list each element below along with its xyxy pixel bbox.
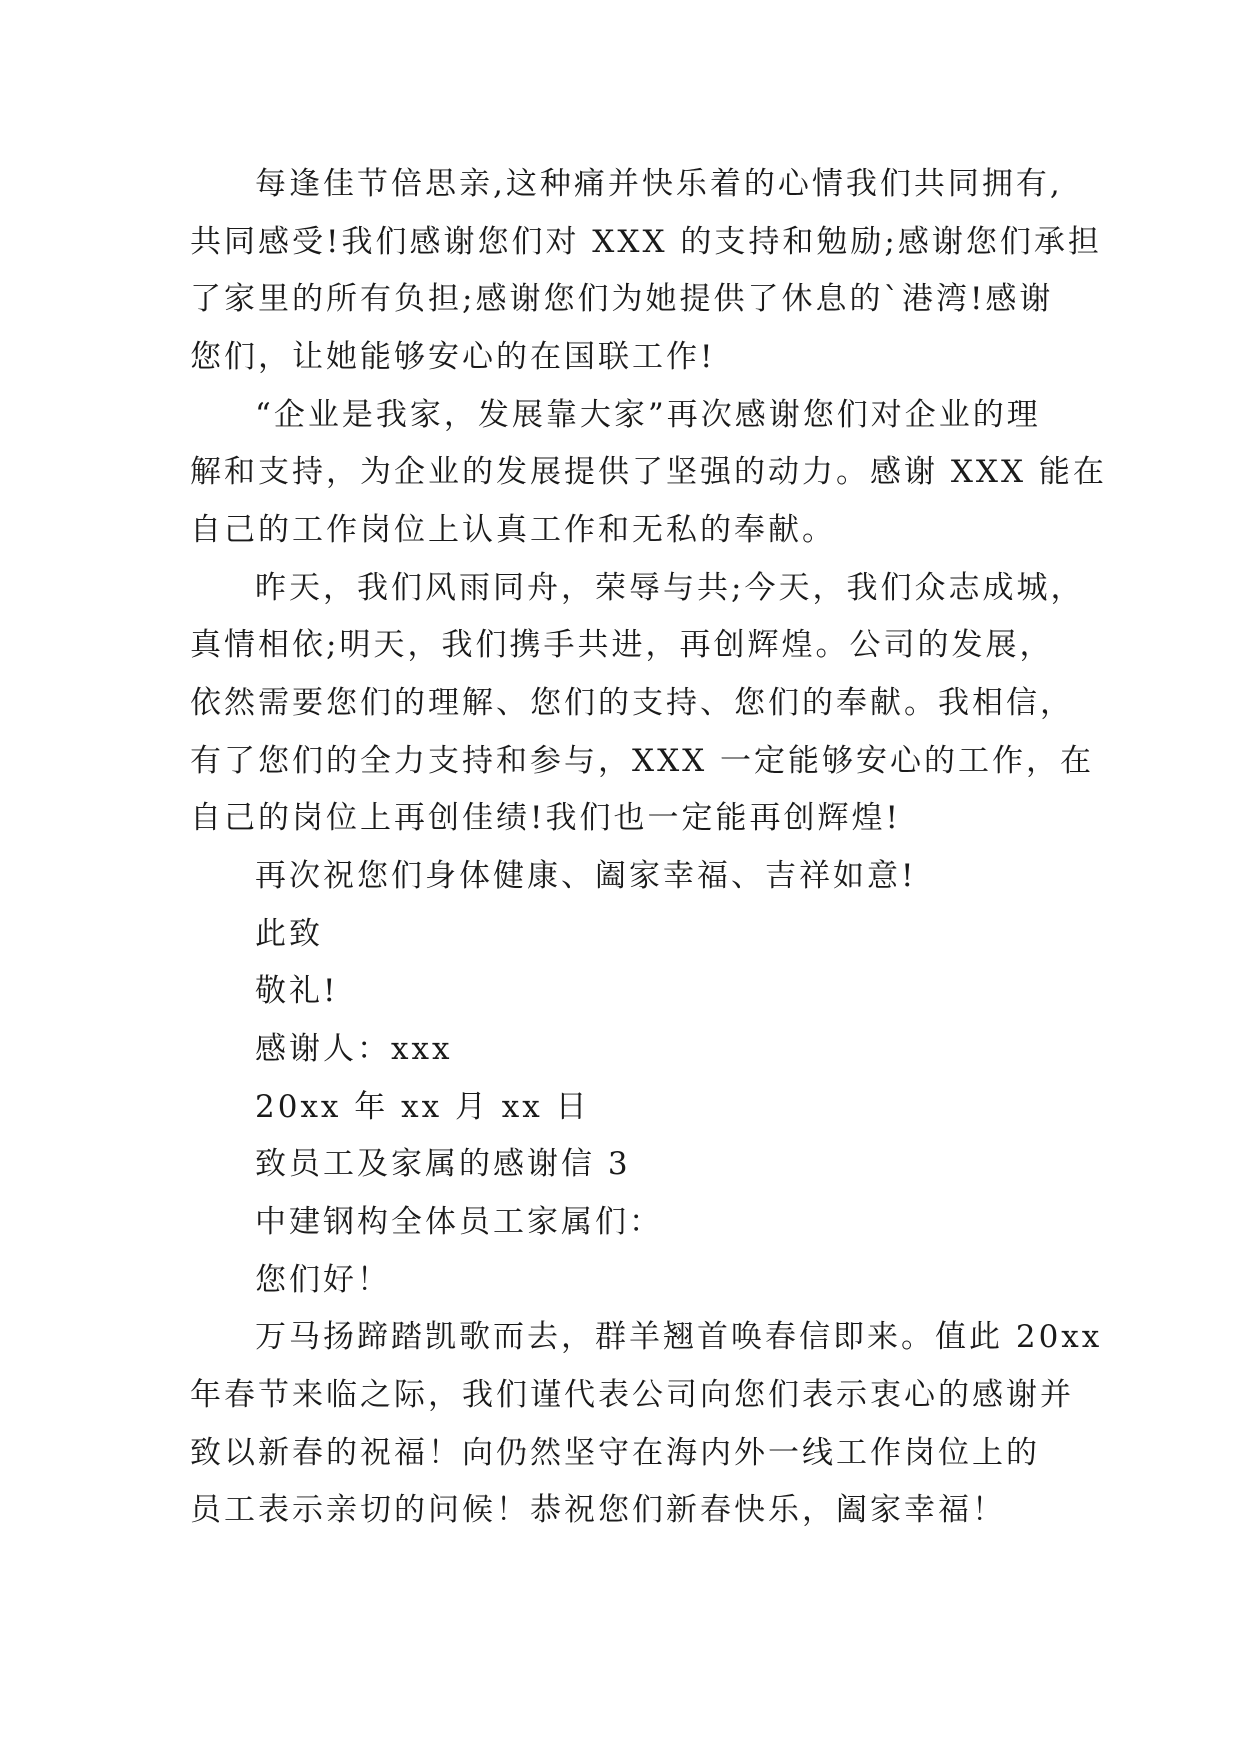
paragraph-1-line-3: 了家里的所有负担;感谢您们为她提供了休息的`港湾!感谢 [190, 281, 1054, 317]
letter-3-title: 致员工及家属的感谢信 3 [255, 1146, 631, 1182]
paragraph-1-line-1: 每逢佳节倍思亲,这种痛并快乐着的心情我们共同拥有, [255, 166, 1063, 202]
paragraph-1-line-2: 共同感受!我们感谢您们对 XXX 的支持和勉励;感谢您们承担 [190, 224, 1102, 260]
paragraph-4-line-4: 员工表示亲切的问候！恭祝您们新春快乐，阖家幸福！ [190, 1492, 1006, 1528]
wishes-line: 再次祝您们身体健康、阖家幸福、吉祥如意! [255, 858, 917, 894]
closing-line-2: 敬礼! [255, 973, 339, 1009]
signer-line: 感谢人：xxx [255, 1031, 453, 1067]
paragraph-2-line-2: 解和支持，为企业的发展提供了坚强的动力。感谢 XXX 能在 [190, 454, 1107, 490]
paragraph-2-line-3: 自己的工作岗位上认真工作和无私的奉献。 [190, 512, 836, 548]
letter-3-greeting: 您们好！ [255, 1262, 391, 1298]
paragraph-3-line-2: 真情相依;明天，我们携手共进，再创辉煌。公司的发展， [190, 627, 1054, 663]
paragraph-3-line-1: 昨天，我们风雨同舟，荣辱与共;今天，我们众志成城， [255, 570, 1085, 606]
paragraph-1-line-4: 您们，让她能够安心的在国联工作! [190, 339, 716, 375]
letter-3-salutation: 中建钢构全体员工家属们： [255, 1204, 663, 1240]
paragraph-3-line-4: 有了您们的全力支持和参与，XXX 一定能够安心的工作，在 [190, 743, 1095, 779]
paragraph-4-line-1: 万马扬蹄踏凯歌而去，群羊翘首唤春信即来。值此 20xx [255, 1319, 1103, 1355]
paragraph-4-line-2: 年春节来临之际，我们谨代表公司向您们表示衷心的感谢并 [190, 1377, 1074, 1413]
paragraph-3-line-3: 依然需要您们的理解、您们的支持、您们的奉献。我相信， [190, 685, 1074, 721]
paragraph-2-line-1: “企业是我家，发展靠大家”再次感谢您们对企业的理 [255, 397, 1041, 433]
date-line: 20xx 年 xx 月 xx 日 [255, 1089, 590, 1125]
closing-line-1: 此致 [255, 916, 323, 952]
paragraph-3-line-5: 自己的岗位上再创佳绩!我们也一定能再创辉煌! [190, 800, 901, 836]
paragraph-4-line-3: 致以新春的祝福！向仍然坚守在海内外一线工作岗位上的 [190, 1435, 1040, 1471]
